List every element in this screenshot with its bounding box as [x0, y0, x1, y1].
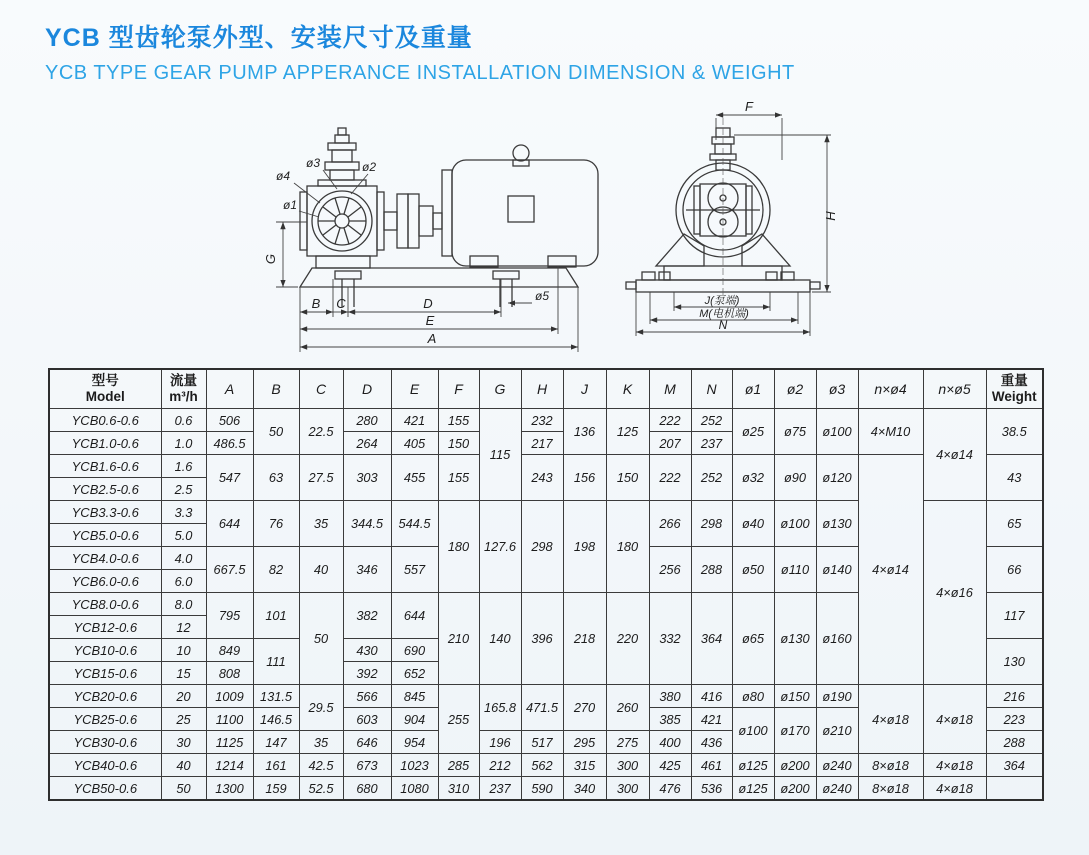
- value-cell: 455: [391, 455, 438, 501]
- model-cell: YCB1.0-0.6: [49, 432, 161, 455]
- value-cell: 252: [691, 409, 732, 432]
- value-cell: ø240: [816, 754, 858, 777]
- value-cell: 150: [606, 455, 649, 501]
- column-header-line1: B: [271, 380, 281, 397]
- value-cell: ø90: [774, 455, 816, 501]
- value-cell: 1125: [206, 731, 253, 754]
- column-header: [606, 369, 649, 409]
- value-cell: 125: [606, 409, 649, 455]
- value-cell: 212: [479, 754, 521, 777]
- value-cell: 29.5: [299, 685, 343, 731]
- value-cell: 50: [253, 409, 299, 455]
- value-cell: 4×ø14: [858, 455, 923, 685]
- value-cell: 396: [521, 593, 563, 685]
- model-cell: YCB5.0-0.6: [49, 524, 161, 547]
- pump-side-view-drawing: [80, 110, 610, 360]
- value-cell: ø65: [732, 593, 774, 685]
- value-cell: 159: [253, 777, 299, 801]
- column-header: [49, 369, 161, 409]
- value-cell: ø150: [774, 685, 816, 708]
- value-cell: 40: [161, 754, 206, 777]
- value-cell: 425: [649, 754, 691, 777]
- value-cell: 845: [391, 685, 438, 708]
- value-cell: ø130: [774, 593, 816, 685]
- value-cell: 161: [253, 754, 299, 777]
- value-cell: 210: [438, 593, 479, 685]
- value-cell: ø120: [816, 455, 858, 501]
- value-cell: 808: [206, 662, 253, 685]
- value-cell: 652: [391, 662, 438, 685]
- value-cell: 207: [649, 432, 691, 455]
- value-cell: ø32: [732, 455, 774, 501]
- value-cell: 1214: [206, 754, 253, 777]
- value-cell: 6.0: [161, 570, 206, 593]
- value-cell: 1300: [206, 777, 253, 801]
- value-cell: 38.5: [986, 409, 1043, 455]
- dim-label-G: G: [263, 253, 278, 265]
- value-cell: 131.5: [253, 685, 299, 708]
- value-cell: 603: [343, 708, 391, 731]
- dimension-table: [48, 368, 1044, 801]
- column-header-line1: n×ø5: [938, 380, 971, 397]
- value-cell: 150: [438, 432, 479, 455]
- value-cell: 8×ø18: [858, 777, 923, 801]
- column-header: [299, 369, 343, 409]
- value-cell: ø40: [732, 501, 774, 547]
- value-cell: 216: [986, 685, 1043, 708]
- dim-label-F: F: [745, 99, 753, 114]
- dim-label-phi4: ø4: [276, 169, 291, 183]
- value-cell: 30: [161, 731, 206, 754]
- pump-motor-outline: [300, 128, 598, 307]
- column-header-line1: J: [581, 380, 588, 397]
- value-cell: 303: [343, 455, 391, 501]
- model-cell: YCB8.0-0.6: [49, 593, 161, 616]
- dim-label-J: J(泵端): [704, 295, 740, 307]
- value-cell: 536: [691, 777, 732, 801]
- value-cell: ø80: [732, 685, 774, 708]
- column-header-line1: E: [409, 380, 420, 397]
- model-cell: YCB0.6-0.6: [49, 409, 161, 432]
- column-header-line2: m³/h: [169, 389, 198, 404]
- dim-label-N: N: [718, 318, 728, 332]
- value-cell: 295: [563, 731, 606, 754]
- value-cell: 2.5: [161, 478, 206, 501]
- column-header: [816, 369, 858, 409]
- dim-label-E: E: [425, 313, 435, 328]
- value-cell: 130: [986, 639, 1043, 685]
- value-cell: 165.8: [479, 685, 521, 731]
- value-cell: 416: [691, 685, 732, 708]
- value-cell: 12: [161, 616, 206, 639]
- value-cell: 222: [649, 455, 691, 501]
- column-header: [438, 369, 479, 409]
- value-cell: 405: [391, 432, 438, 455]
- value-cell: ø140: [816, 547, 858, 593]
- value-cell: 557: [391, 547, 438, 593]
- value-cell: 364: [986, 754, 1043, 777]
- column-header: [774, 369, 816, 409]
- value-cell: 566: [343, 685, 391, 708]
- value-cell: 506: [206, 409, 253, 432]
- column-header-line2: Weight: [991, 389, 1037, 404]
- value-cell: 430: [343, 639, 391, 662]
- value-cell: 82: [253, 547, 299, 593]
- column-header: [521, 369, 563, 409]
- column-header: [563, 369, 606, 409]
- value-cell: 256: [649, 547, 691, 593]
- value-cell: 50: [299, 593, 343, 685]
- value-cell: ø100: [774, 501, 816, 547]
- value-cell: 0.6: [161, 409, 206, 432]
- value-cell: 1100: [206, 708, 253, 731]
- column-header-line1: K: [622, 380, 633, 397]
- value-cell: 382: [343, 593, 391, 639]
- value-cell: 237: [479, 777, 521, 801]
- column-header-line1: 流量: [170, 373, 197, 389]
- value-cell: 66: [986, 547, 1043, 593]
- value-cell: 364: [691, 593, 732, 685]
- column-header-line1: N: [706, 380, 717, 397]
- value-cell: 101: [253, 593, 299, 639]
- value-cell: 562: [521, 754, 563, 777]
- dim-label-D: D: [423, 296, 433, 311]
- value-cell: 486.5: [206, 432, 253, 455]
- value-cell: ø210: [816, 708, 858, 754]
- value-cell: 667.5: [206, 547, 253, 593]
- value-cell: 264: [343, 432, 391, 455]
- value-cell: 20: [161, 685, 206, 708]
- value-cell: 35: [299, 731, 343, 754]
- column-header-line1: G: [494, 380, 506, 397]
- value-cell: ø240: [816, 777, 858, 801]
- value-cell: 25: [161, 708, 206, 731]
- column-header-line2: Model: [85, 389, 125, 404]
- column-header: [391, 369, 438, 409]
- column-header: [649, 369, 691, 409]
- value-cell: ø190: [816, 685, 858, 708]
- column-header: [343, 369, 391, 409]
- value-cell: 315: [563, 754, 606, 777]
- value-cell: 644: [391, 593, 438, 639]
- value-cell: 344.5: [343, 501, 391, 547]
- model-cell: YCB4.0-0.6: [49, 547, 161, 570]
- model-cell: YCB30-0.6: [49, 731, 161, 754]
- value-cell: 10: [161, 639, 206, 662]
- value-cell: 52.5: [299, 777, 343, 801]
- page-title-en: YCB TYPE GEAR PUMP APPERANCE INSTALLATION DIMENSION & WEIGHT: [45, 62, 795, 84]
- dim-label-phi3: ø3: [306, 156, 321, 170]
- model-cell: YCB15-0.6: [49, 662, 161, 685]
- value-cell: 3.3: [161, 501, 206, 524]
- value-cell: 155: [438, 409, 479, 432]
- value-cell: [986, 777, 1043, 801]
- value-cell: 4×ø18: [858, 685, 923, 754]
- dim-label-phi5: ø5: [535, 289, 550, 303]
- value-cell: 4.0: [161, 547, 206, 570]
- value-cell: ø125: [732, 777, 774, 801]
- column-header: [161, 369, 206, 409]
- column-header: [206, 369, 253, 409]
- value-cell: 196: [479, 731, 521, 754]
- value-cell: 471.5: [521, 685, 563, 731]
- value-cell: 111: [253, 639, 299, 685]
- table-row: [49, 455, 1043, 478]
- value-cell: 4×ø18: [923, 754, 986, 777]
- value-cell: 461: [691, 754, 732, 777]
- value-cell: 222: [649, 409, 691, 432]
- column-header-line1: A: [224, 380, 235, 397]
- value-cell: 300: [606, 777, 649, 801]
- value-cell: 147: [253, 731, 299, 754]
- value-cell: 310: [438, 777, 479, 801]
- dim-label-M: M(电机端): [699, 308, 749, 320]
- column-header: [691, 369, 732, 409]
- value-cell: 4×ø14: [923, 409, 986, 501]
- value-cell: 76: [253, 501, 299, 547]
- value-cell: 27.5: [299, 455, 343, 501]
- value-cell: 421: [691, 708, 732, 731]
- pump-front-view-drawing: [612, 98, 932, 343]
- value-cell: 255: [438, 685, 479, 754]
- dim-label-phi2: ø2: [362, 160, 377, 174]
- value-cell: 1080: [391, 777, 438, 801]
- table-row: [49, 685, 1043, 708]
- value-cell: 646: [343, 731, 391, 754]
- value-cell: 232: [521, 409, 563, 432]
- column-header-line1: ø1: [744, 380, 762, 397]
- column-header-line1: ø3: [828, 380, 846, 397]
- model-cell: YCB10-0.6: [49, 639, 161, 662]
- value-cell: 140: [479, 593, 521, 685]
- column-header-line1: F: [454, 380, 463, 397]
- model-cell: YCB40-0.6: [49, 754, 161, 777]
- model-cell: YCB12-0.6: [49, 616, 161, 639]
- column-header-line1: 型号: [91, 373, 119, 389]
- model-cell: YCB50-0.6: [49, 777, 161, 801]
- value-cell: 298: [691, 501, 732, 547]
- value-cell: 252: [691, 455, 732, 501]
- value-cell: 42.5: [299, 754, 343, 777]
- value-cell: 43: [986, 455, 1043, 501]
- model-cell: YCB2.5-0.6: [49, 478, 161, 501]
- value-cell: 476: [649, 777, 691, 801]
- value-cell: 127.6: [479, 501, 521, 593]
- value-cell: 266: [649, 501, 691, 547]
- value-cell: 136: [563, 409, 606, 455]
- value-cell: 15: [161, 662, 206, 685]
- value-cell: 421: [391, 409, 438, 432]
- column-header-line1: ø2: [786, 380, 804, 397]
- value-cell: 346: [343, 547, 391, 593]
- value-cell: 849: [206, 639, 253, 662]
- value-cell: 5.0: [161, 524, 206, 547]
- value-cell: 275: [606, 731, 649, 754]
- value-cell: 4×ø16: [923, 501, 986, 685]
- value-cell: 1.6: [161, 455, 206, 478]
- value-cell: 50: [161, 777, 206, 801]
- value-cell: 146.5: [253, 708, 299, 731]
- column-header-line1: C: [315, 380, 327, 397]
- value-cell: 280: [343, 409, 391, 432]
- value-cell: ø170: [774, 708, 816, 754]
- value-cell: 4×ø18: [923, 777, 986, 801]
- value-cell: 340: [563, 777, 606, 801]
- value-cell: 237: [691, 432, 732, 455]
- table-row: [49, 409, 1043, 432]
- value-cell: 644: [206, 501, 253, 547]
- value-cell: 392: [343, 662, 391, 685]
- dim-label-H: H: [823, 211, 838, 221]
- model-cell: YCB1.6-0.6: [49, 455, 161, 478]
- column-header-line1: n×ø4: [874, 380, 907, 397]
- value-cell: 198: [563, 501, 606, 593]
- value-cell: 517: [521, 731, 563, 754]
- column-header: [479, 369, 521, 409]
- value-cell: 298: [521, 501, 563, 593]
- value-cell: 795: [206, 593, 253, 639]
- model-cell: YCB20-0.6: [49, 685, 161, 708]
- value-cell: 8.0: [161, 593, 206, 616]
- value-cell: 436: [691, 731, 732, 754]
- model-cell: YCB6.0-0.6: [49, 570, 161, 593]
- value-cell: ø130: [816, 501, 858, 547]
- value-cell: 180: [606, 501, 649, 593]
- dim-label-phi1: ø1: [283, 198, 298, 212]
- value-cell: 380: [649, 685, 691, 708]
- model-cell: YCB25-0.6: [49, 708, 161, 731]
- column-header-line1: 重量: [1000, 373, 1028, 389]
- value-cell: ø25: [732, 409, 774, 455]
- value-cell: 217: [521, 432, 563, 455]
- table-row: [49, 754, 1043, 777]
- value-cell: ø200: [774, 777, 816, 801]
- column-header-line1: D: [361, 380, 373, 397]
- value-cell: 680: [343, 777, 391, 801]
- value-cell: 4×M10: [858, 409, 923, 455]
- value-cell: 285: [438, 754, 479, 777]
- dim-label-A: A: [427, 331, 437, 346]
- value-cell: 156: [563, 455, 606, 501]
- value-cell: ø200: [774, 754, 816, 777]
- value-cell: 547: [206, 455, 253, 501]
- value-cell: 690: [391, 639, 438, 662]
- value-cell: 673: [343, 754, 391, 777]
- value-cell: 904: [391, 708, 438, 731]
- value-cell: 300: [606, 754, 649, 777]
- column-header: [923, 369, 986, 409]
- value-cell: 400: [649, 731, 691, 754]
- dim-label-C: C: [336, 296, 346, 311]
- value-cell: ø50: [732, 547, 774, 593]
- value-cell: 220: [606, 593, 649, 685]
- dimension-table-wrapper: [48, 368, 1042, 801]
- value-cell: 1009: [206, 685, 253, 708]
- value-cell: 63: [253, 455, 299, 501]
- value-cell: 954: [391, 731, 438, 754]
- value-cell: ø100: [816, 409, 858, 455]
- value-cell: 117: [986, 593, 1043, 639]
- page-title-zh: YCB 型齿轮泵外型、安装尺寸及重量: [45, 24, 473, 52]
- value-cell: 115: [479, 409, 521, 501]
- value-cell: 270: [563, 685, 606, 731]
- table-row: [49, 777, 1043, 801]
- value-cell: 223: [986, 708, 1043, 731]
- value-cell: ø75: [774, 409, 816, 455]
- value-cell: 65: [986, 501, 1043, 547]
- dim-label-B: B: [311, 296, 321, 311]
- value-cell: ø160: [816, 593, 858, 685]
- value-cell: 155: [438, 455, 479, 501]
- value-cell: 385: [649, 708, 691, 731]
- value-cell: 1.0: [161, 432, 206, 455]
- value-cell: ø100: [732, 708, 774, 754]
- column-header: [986, 369, 1043, 409]
- column-header-line1: M: [664, 380, 676, 397]
- value-cell: 288: [691, 547, 732, 593]
- value-cell: 180: [438, 501, 479, 593]
- value-cell: 8×ø18: [858, 754, 923, 777]
- page-header: [45, 18, 1045, 85]
- value-cell: 4×ø18: [923, 685, 986, 754]
- value-cell: 590: [521, 777, 563, 801]
- value-cell: 260: [606, 685, 649, 731]
- value-cell: 288: [986, 731, 1043, 754]
- value-cell: 22.5: [299, 409, 343, 455]
- value-cell: 243: [521, 455, 563, 501]
- value-cell: 35: [299, 501, 343, 547]
- value-cell: 218: [563, 593, 606, 685]
- column-header-line1: H: [536, 380, 548, 397]
- value-cell: 1023: [391, 754, 438, 777]
- value-cell: 544.5: [391, 501, 438, 547]
- column-header: [858, 369, 923, 409]
- model-cell: YCB3.3-0.6: [49, 501, 161, 524]
- column-header: [732, 369, 774, 409]
- value-cell: ø125: [732, 754, 774, 777]
- value-cell: ø110: [774, 547, 816, 593]
- value-cell: 40: [299, 547, 343, 593]
- value-cell: 332: [649, 593, 691, 685]
- column-header: [253, 369, 299, 409]
